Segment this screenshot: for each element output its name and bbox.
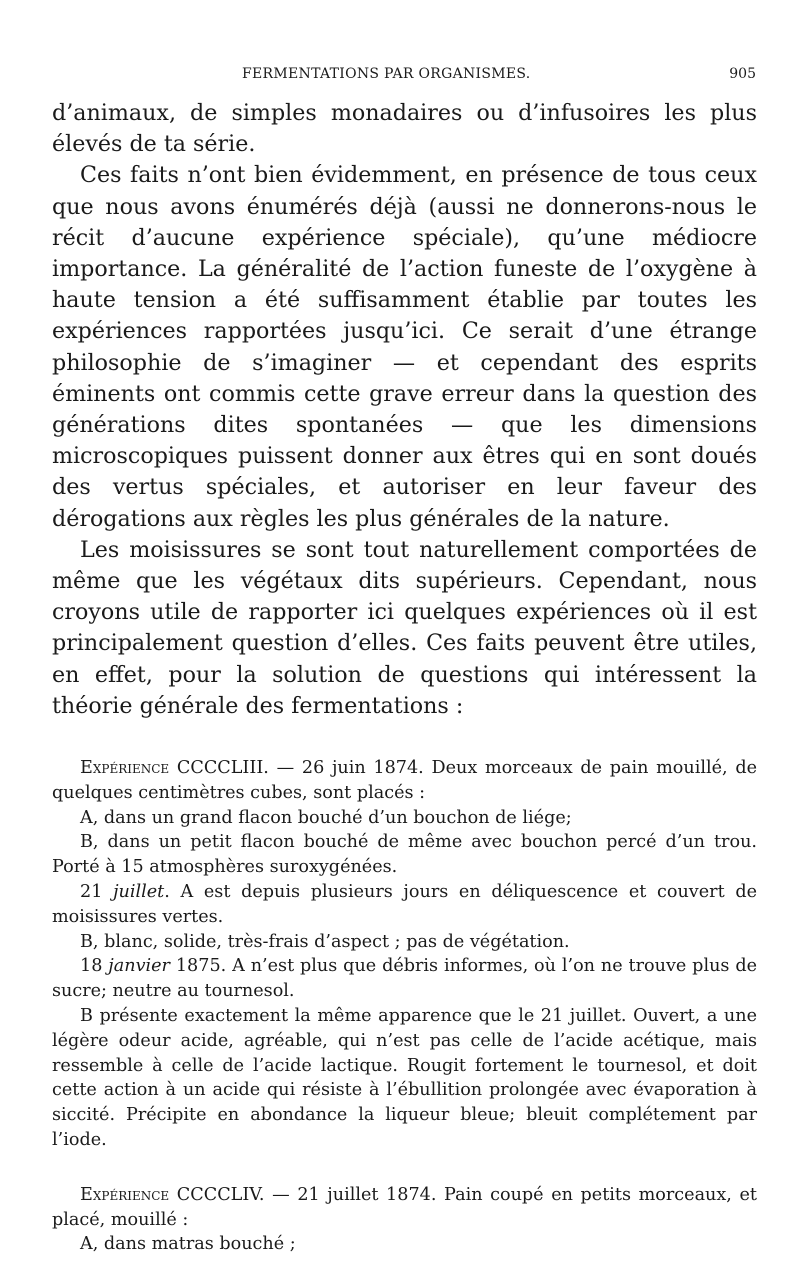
- experiment-date-1: [52, 880, 757, 930]
- experiment-heading-text: CCCCLIII. — 26 juin 1874. Deux morceaux de pain mouillé, de quelques centimètres cubes, sont placés :: [52, 758, 757, 803]
- experiment-line-b: B, dans un petit flacon bouché de même avec bouchon percé d’un trou. Porté à 15 atmosphères suroxygénées.: [52, 832, 757, 878]
- date-2-month: janvier: [108, 956, 170, 977]
- experiment-ccccliv: [52, 1183, 757, 1257]
- experiment-line-b2: B, blanc, solide, très-frais d’aspect ; pas de végétation.: [80, 931, 570, 952]
- experiment-2-heading: [52, 1183, 757, 1233]
- experiment-heading: [52, 756, 757, 806]
- date-1-month: juillet: [113, 882, 165, 903]
- paragraph-moisissures: Les moisissures se sont tout naturellement comportées de même que les végétaux dits supérieurs. Cependant, nous croyons utile de rapporter ici quelques expériences où il est principalement question d’elles. Ces faits peuvent être utiles, en effet, pour la solution de questions qui intéressent la théorie générale des fermentations :: [52, 536, 757, 719]
- experiment-label: Expérience: [80, 758, 170, 779]
- date-2-day: 18: [80, 956, 103, 977]
- experiment-date-2: [52, 954, 757, 1004]
- experiment-2-heading-text: CCCCLIV. — 21 juillet 1874. Pain coupé en petits morceaux, et placé, mouillé :: [52, 1184, 757, 1230]
- experiment-2-line-a: A, dans matras bouché ;: [80, 1234, 296, 1255]
- page-header: [52, 66, 756, 92]
- paragraph-oxygen-discussion: Ces faits n’ont bien évidemment, en présence de tous ceux que nous avons énumérés déjà (aussi ne donnerons-nous le récit d’aucune expérience spéciale), qu’une médiocre importance. La généralité de l’action funeste de l’oxygène à haute tension a été suffisamment établie par toutes les expériences rapportées jusqu’ici. Ce serait d’une étrange philosophie de s’imaginer — et cependant des esprits éminents ont commis cette grave erreur dans la question des générations dites spontanées — que les dimensions microscopiques puissent donner aux êtres qui en sont doués des vertus spéciales, et autoriser en leur faveur des dérogations aux règles les plus générales de la nature.: [52, 162, 757, 532]
- body-text: [52, 98, 757, 1257]
- paragraph-continuation: d’animaux, de simples monadaires ou d’infusoires les plus élevés de ta série.: [52, 100, 757, 158]
- date-1-day: 21: [80, 882, 103, 903]
- date-1-rest: . A est depuis plusieurs jours en déliquescence et couvert de moisissures vertes.: [52, 882, 757, 927]
- experiment-line-a: A, dans un grand flacon bouché d’un bouchon de liége;: [80, 807, 572, 828]
- date-2-rest: 1875. A n’est plus que débris informes, où l’on ne trouve plus de sucre; neutre au tournesol.: [52, 956, 758, 1002]
- experiment-cccclii: [52, 756, 757, 1153]
- experiment-2-label: Expérience: [80, 1184, 170, 1205]
- page-number: 905: [729, 66, 756, 82]
- running-title: FERMENTATIONS PAR ORGANISMES.: [242, 66, 531, 82]
- experiment-line-b3: B présente exactement la même apparence que le 21 juillet. Ouvert, a une légère odeur acide, agréable, qui n’est pas celle de l’acide acétique, mais ressemble à celle de l’acide lactique. Rougit fortement le tournesol, et doit cette action à un acide qui résiste à l’ébullition prolongée avec évaporation à siccité. Précipite en abondance la liqueur bleue; bleuit complétement par l’iode.: [52, 1006, 757, 1151]
